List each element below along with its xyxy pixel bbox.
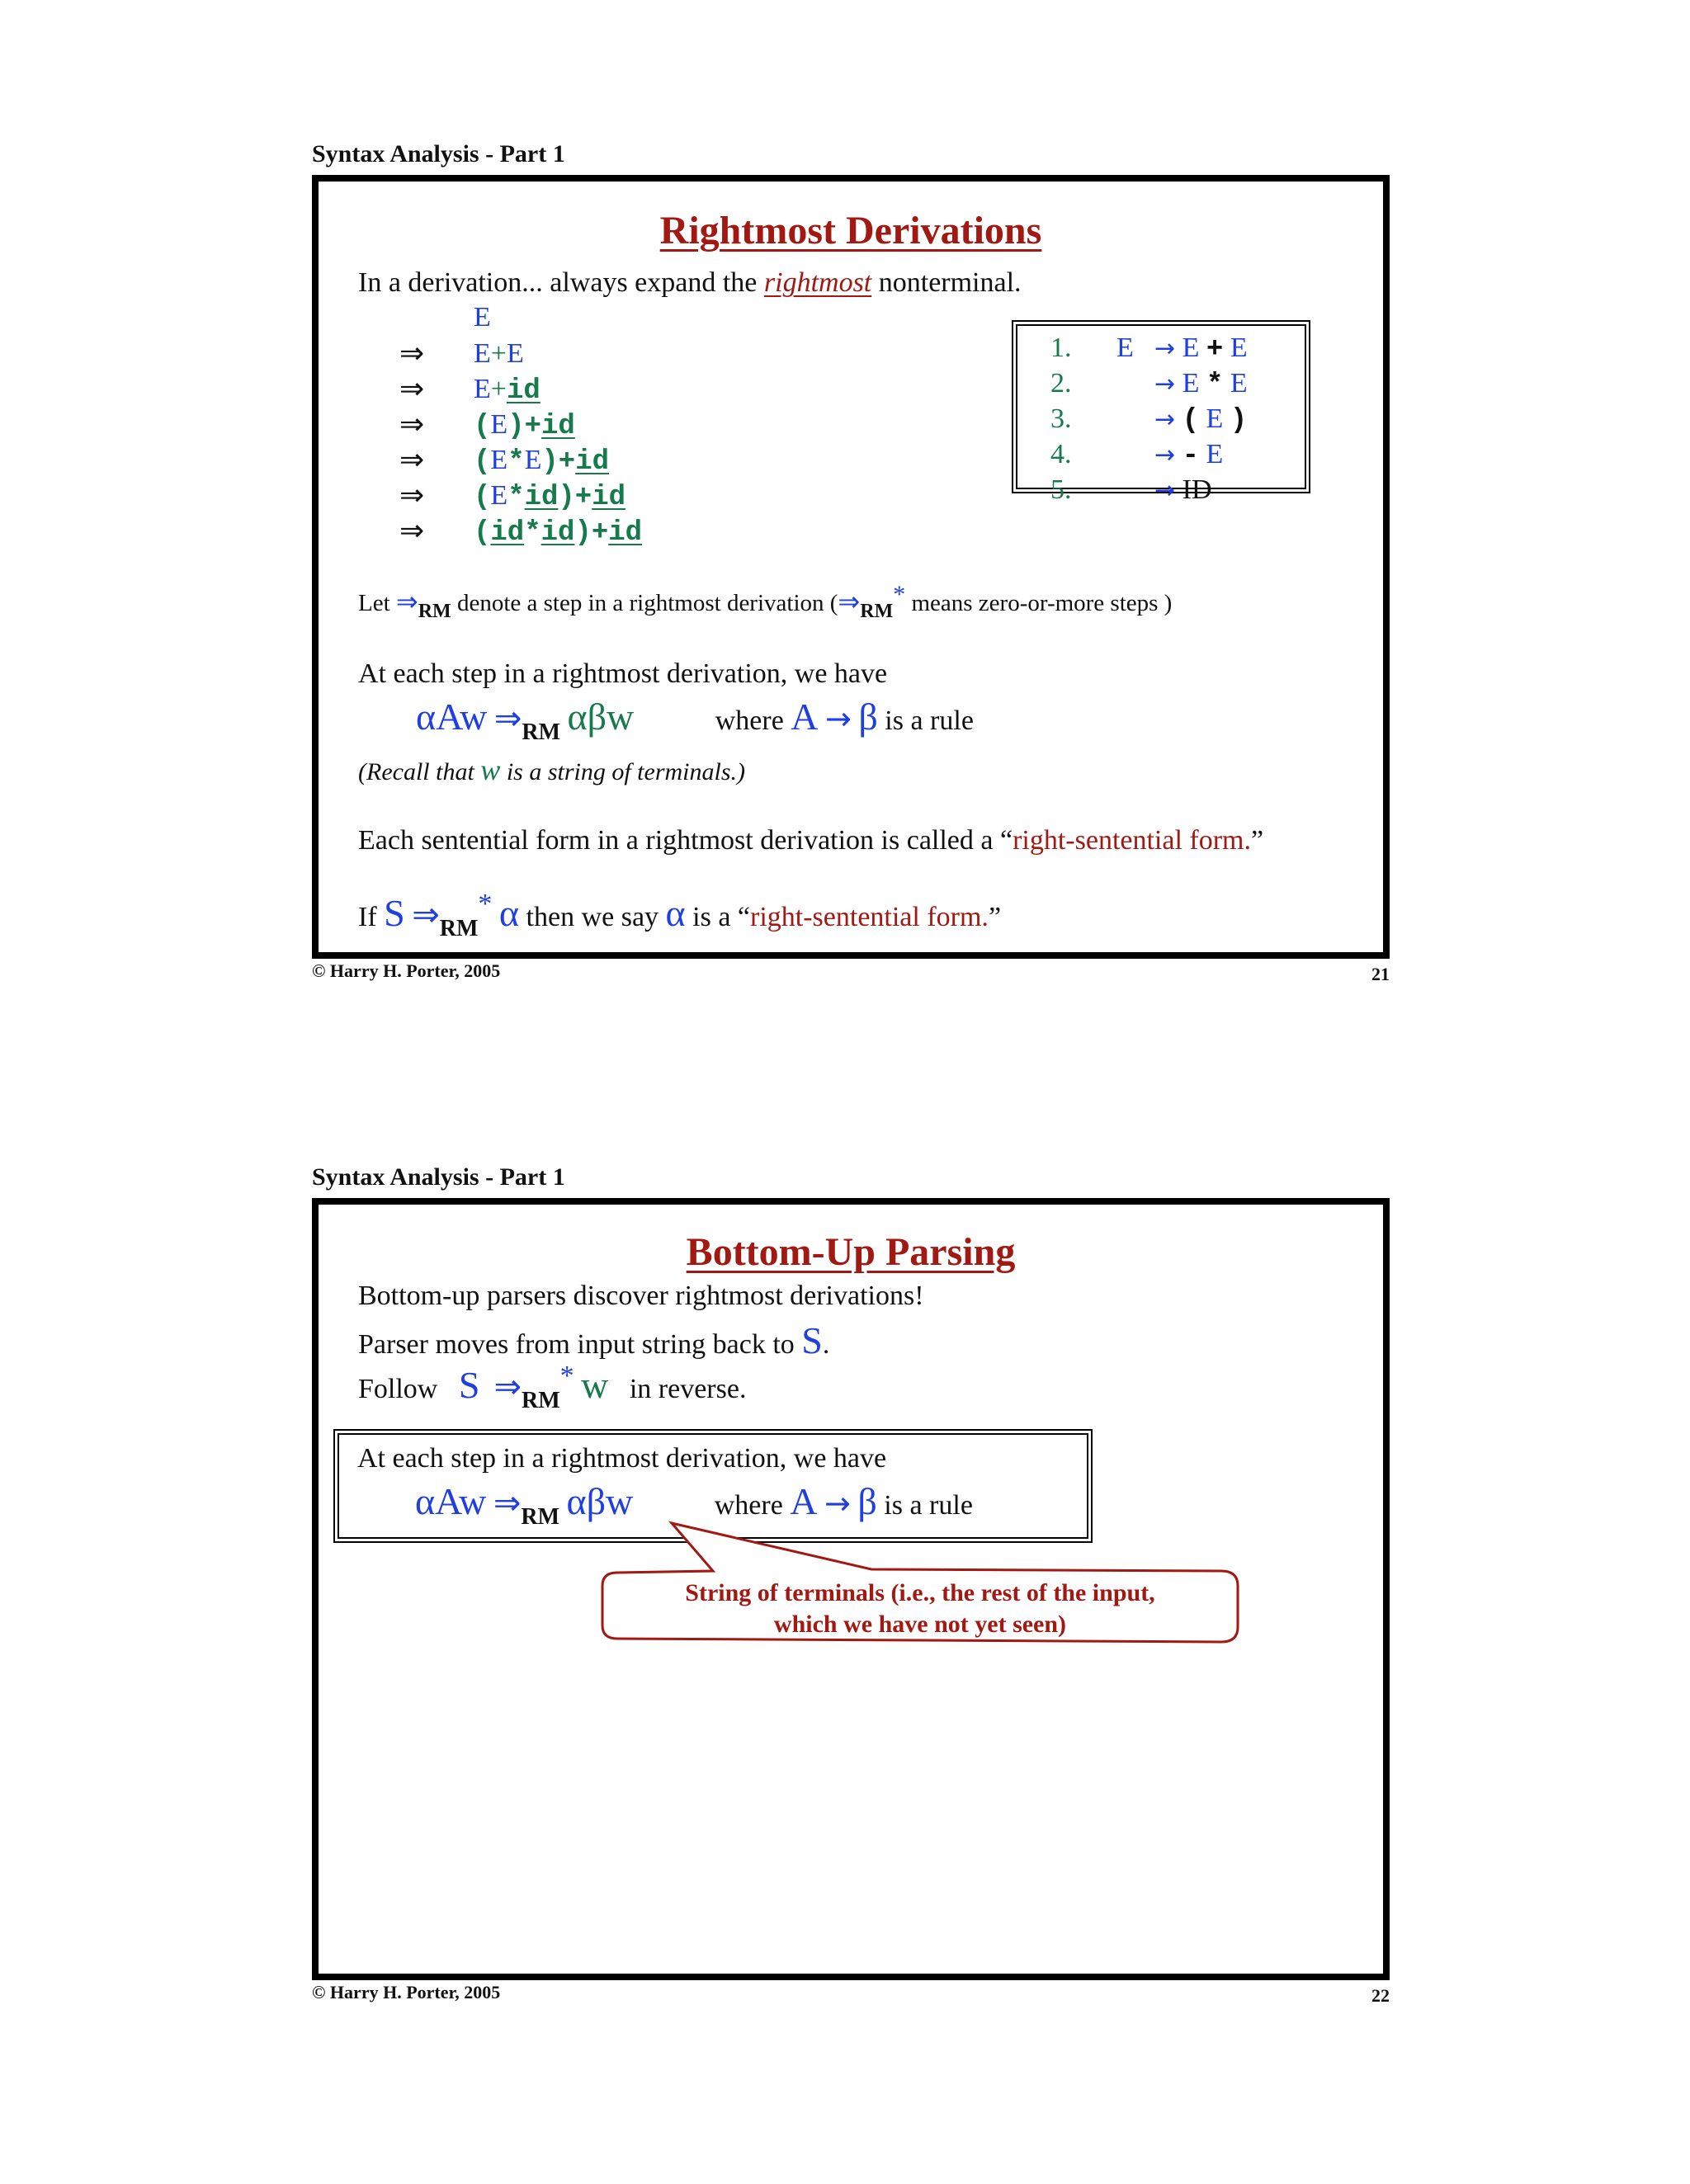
rule-number: 1. [1050,333,1072,363]
rule-number: 3. [1050,403,1072,434]
double-arrow-icon: ⇒ [838,586,861,617]
derivation-step: (E*id)+id [474,480,626,513]
slide2-header: Syntax Analysis - Part 1 [312,1163,565,1191]
bottom-up-line: Bottom-up parsers discover rightmost derivations! [358,1281,924,1311]
recall-note: (Recall that w is a string of terminals.) [358,753,746,786]
rule-rhs: → E * E [1154,368,1248,401]
right-arrow-icon: → [1154,370,1176,399]
slide1-page-number: 21 [1371,964,1390,984]
double-arrow-icon: ⇒ [399,514,425,548]
slide1-frame [312,175,1390,959]
formula-line: αAw $\Rightarrow_{RM}$ αβw where A → β is a rule [416,696,974,745]
double-arrow-icon: ⇒ [493,700,522,738]
rule-rhs: → ID [1154,474,1212,505]
grammar-rules-box [1012,320,1310,505]
double-arrow-icon: ⇒ [493,1368,522,1406]
derivation-start: E [474,302,491,333]
rule-rhs: → - E [1154,439,1224,472]
right-arrow-icon: → [1154,405,1176,434]
rule-number: 5. [1050,474,1072,505]
rule-number: 4. [1050,439,1072,469]
slide1-intro: In a derivation... always expand the rightmost nonterminal. [358,267,1022,298]
rightmost-emphasis: rightmost [763,267,872,298]
double-arrow-icon: ⇒ [399,479,425,512]
slide2-title: Bottom-Up Parsing [686,1230,1016,1274]
derivation-step: (E*E)+id [474,445,609,478]
slide2-page-number: 22 [1371,1985,1390,2006]
derivation-step: (E)+id [474,409,575,442]
derivation-step: E+id [474,374,541,407]
follow-line: Follow S $\Rightarrow_{RM}*$ w in reverse. [358,1361,747,1413]
slide1-header: Syntax Analysis - Part 1 [312,140,565,167]
right-arrow-icon: → [1154,334,1176,363]
right-arrow-icon: → [1154,441,1176,469]
rule-number: 2. [1050,368,1072,399]
right-arrow-icon: → [825,700,852,737]
double-arrow-icon: ⇒ [493,1484,522,1522]
step-line: At each step in a rightmost derivation, we have [358,658,888,689]
box-formula-line: αAw $\Rightarrow_{RM}$ αβw where A → β is a rule [415,1480,973,1530]
double-arrow-icon: ⇒ [399,337,425,370]
box-step-line: At each step in a rightmost derivation, we have [357,1443,887,1474]
double-arrow-icon: ⇒ [399,372,425,406]
slide1-footer: © Harry H. Porter, 2005 [312,960,501,981]
if-line: If S $\Rightarrow_{RM}*$ α then we say α is a “right-sentential form.” [358,889,1002,941]
derivation-step: (id*id)+id [474,517,643,549]
slide1-title: Rightmost Derivations [659,209,1042,252]
rm-notation-line: Let $\Rightarrow_{RM}$ denote a step in a rightmost derivation ($\Rightarrow_{RM}*$ means zero-or-more steps ) [358,581,1173,622]
double-arrow-icon: ⇒ [399,443,425,477]
derivation-step: E+E [474,338,524,369]
parser-moves-line: Parser moves from input string back to S. [358,1319,830,1361]
callout-text: String of terminals (i.e., the rest of the input, which we have not yet seen) [685,1579,1155,1638]
double-arrow-icon: ⇒ [395,586,418,617]
sentential-line: Each sentential form in a rightmost derivation is called a “right-sentential form.” [358,825,1264,856]
rule-rhs: → E + E [1154,333,1248,366]
slide2-footer: © Harry H. Porter, 2005 [312,1982,501,2002]
rule-lhs: E [1116,333,1134,363]
slide2-frame [312,1198,1390,1980]
right-arrow-icon: → [824,1485,851,1521]
double-arrow-icon: ⇒ [412,896,440,934]
rule-rhs: → ( E ) [1154,403,1248,436]
right-arrow-icon: → [1154,476,1176,505]
double-arrow-icon: ⇒ [399,408,425,441]
